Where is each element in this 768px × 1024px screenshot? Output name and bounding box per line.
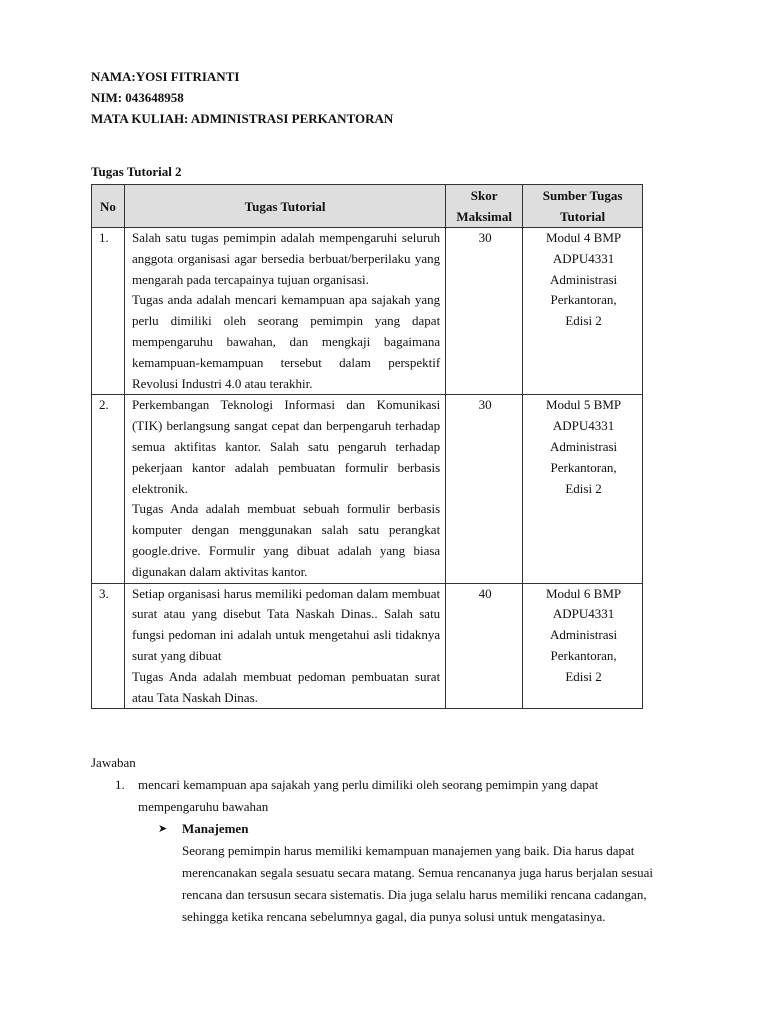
- source-line: ADPU4331: [552, 606, 615, 622]
- answer-list-item: [91, 774, 671, 818]
- student-nim: NIM: 043648958: [91, 90, 184, 105]
- source-line: ADPU4331: [552, 250, 615, 266]
- max-score: 30: [446, 228, 523, 395]
- source-line: Perkantoran,: [550, 292, 617, 308]
- source-line: Edisi 2: [565, 480, 602, 496]
- tasks-table: [91, 184, 643, 709]
- answer-sub-item: [91, 818, 671, 928]
- table-row: [92, 228, 643, 395]
- column-header-task: Tugas Tutorial: [124, 185, 445, 228]
- table-row: [92, 583, 643, 709]
- source-line: Administrasi: [549, 627, 618, 643]
- answer-section: [91, 752, 671, 928]
- assignment-title: Tugas Tutorial 2: [91, 164, 182, 179]
- column-header-source: Sumber Tugas Tutorial: [523, 185, 643, 228]
- column-header-no: No: [92, 185, 125, 228]
- task-description: [124, 395, 445, 583]
- task-paragraph: Salah satu tugas pemimpin adalah mempengaruhi seluruh anggota organisasi agar bersedia berbuat/berperilaku yang mengarah pada tercapainya tujuan organisasi.: [131, 230, 441, 287]
- course-name: MATA KULIAH: ADMINISTRASI PERKANTORAN: [91, 111, 394, 126]
- sub-heading: Manajemen: [182, 821, 249, 836]
- task-paragraph: Tugas Anda adalah membuat pedoman pembuatan surat atau Tata Naskah Dinas.: [131, 668, 441, 705]
- student-name: NAMA:YOSI FITRIANTI: [91, 69, 240, 84]
- max-score: 40: [446, 583, 523, 709]
- task-paragraph: Tugas anda adalah mencari kemampuan apa sajakah yang perlu dimiliki oleh seorang pemimpin yang dapat mempengaruhu bawahan, dan mengkaji bagaimana kemampuan-kemampuan tersebut dalam perspektif Revolusi Industri 4.0 atau terakhir.: [131, 292, 441, 391]
- sub-paragraph: Seorang pemimpin harus memiliki kemampuan manajemen yang baik. Dia harus dapat merencanakan segala sesuatu secara matang. Semua rencananya juga harus berjalan sesuai rencana dan tersusun secara sistematis. Dia juga selalu harus memiliki rencana cadangan, sehingga ketika rencana sebelumnya gagal, dia punya solusi untuk mengatasinya.: [182, 843, 654, 924]
- source-line: Administrasi: [549, 271, 618, 287]
- task-description: [124, 583, 445, 709]
- table-header-row: [92, 185, 643, 228]
- max-score: 30: [446, 395, 523, 583]
- row-number: 3.: [92, 583, 125, 709]
- task-source: [523, 395, 643, 583]
- source-line: Perkantoran,: [550, 647, 617, 663]
- answer-item-number: 1.: [115, 777, 125, 792]
- answer-item-text: mencari kemampuan apa sajakah yang perlu dimiliki oleh seorang pemimpin yang dapat mempengaruhu bawahan: [138, 777, 599, 814]
- source-line: Modul 5 BMP: [546, 397, 622, 413]
- table-row: [92, 395, 643, 583]
- row-number: 2.: [92, 395, 125, 583]
- column-header-score: Skor Maksimal: [446, 185, 523, 228]
- source-line: Modul 4 BMP: [546, 230, 622, 245]
- task-source: [523, 583, 643, 709]
- row-number: 1.: [92, 228, 125, 395]
- task-paragraph: Tugas Anda adalah membuat sebuah formulir berbasis komputer dengan menggunakan salah satu perangkat google.drive. Formulir yang dibuat adalah yang biasa digunakan dalam aktivitas kantor.: [131, 501, 441, 579]
- task-description: [124, 228, 445, 395]
- source-line: Modul 6 BMP: [546, 585, 622, 601]
- arrow-right-icon: ➤: [158, 822, 168, 835]
- document-page: [91, 66, 654, 924]
- source-line: ADPU4331: [552, 418, 615, 434]
- source-line: Edisi 2: [565, 313, 602, 329]
- source-line: Perkantoran,: [550, 459, 617, 475]
- task-paragraph: Setiap organisasi harus memiliki pedoman dalam membuat surat atau yang disebut Tata Naskah Dinas.. Salah satu fungsi pedoman ini adalah untuk mengetahui asli tidaknya surat yang dibuat: [131, 585, 441, 663]
- task-paragraph: Perkembangan Teknologi Informasi dan Komunikasi (TIK) berlangsung sangat cepat dan berpengaruh terhadap semua aktifitas kantor. Salah satu pengaruh terhadap pekerjaan kantor adalah pembuatan formulir berbasis elektronik.: [131, 397, 441, 496]
- source-line: Administrasi: [549, 438, 618, 454]
- task-source: [523, 228, 643, 395]
- source-line: Edisi 2: [565, 668, 602, 684]
- answer-label: Jawaban: [91, 755, 136, 770]
